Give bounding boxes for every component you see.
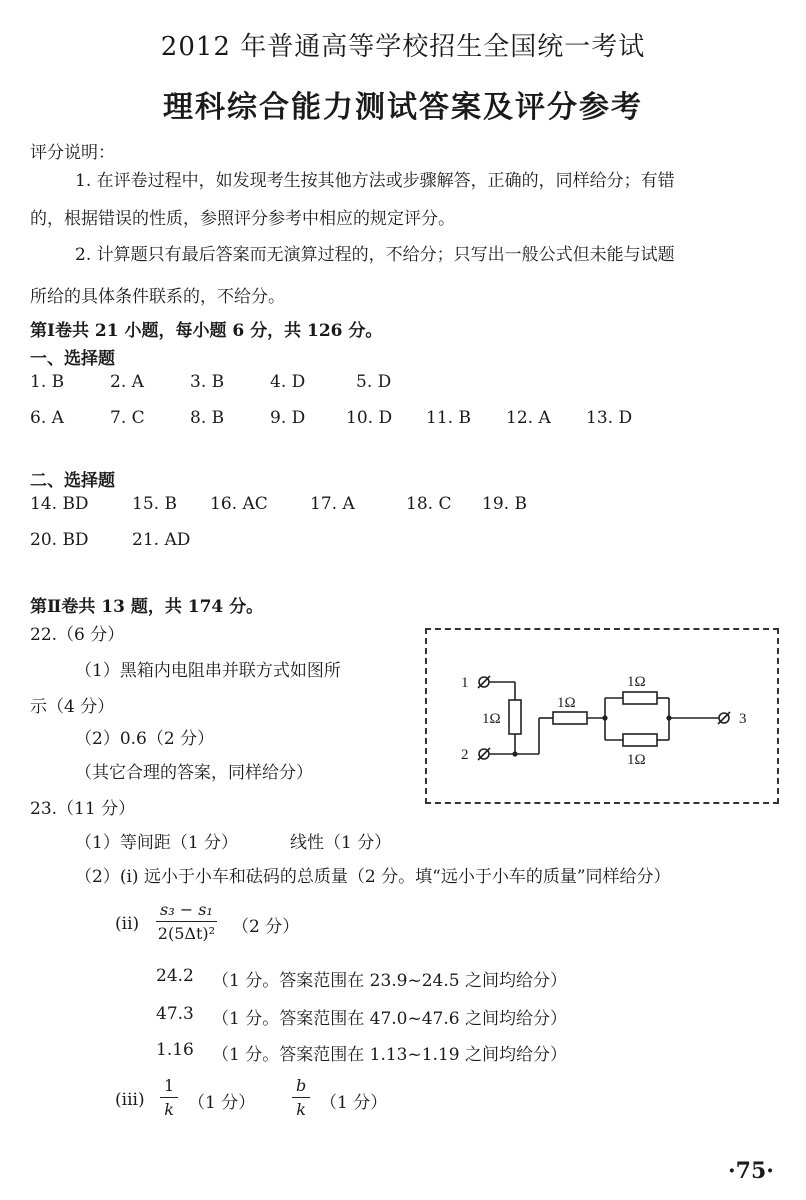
q23-ii-score: （2 分） xyxy=(232,917,300,937)
q23-line1b: 线性（1 分） xyxy=(290,833,392,853)
answer-item: 19. B xyxy=(482,494,527,514)
resistor-bottom-icon xyxy=(623,734,657,746)
notes-item2-line1: 2. 计算题只有最后答案而无演算过程的，不给分；只写出一般公式但未能与试题 xyxy=(75,245,675,265)
answer-item: 20. BD xyxy=(30,530,89,550)
q23-value-2-note: （1 分。答案范围在 47.0~47.6 之间均给分） xyxy=(212,1009,567,1029)
q22-line1: （1）黑箱内电阻串并联方式如图所 xyxy=(75,661,341,681)
answer-item: 10. D xyxy=(346,408,393,428)
q23-value-1: 24.2 xyxy=(156,966,194,986)
q22-line4: （其它合理的答案，同样给分） xyxy=(75,763,313,783)
page-number: ·75· xyxy=(728,1158,774,1184)
terminal-3-label: 3 xyxy=(739,711,747,727)
q23-value-1-note: （1 分。答案范围在 23.9~24.5 之间均给分） xyxy=(212,971,567,991)
document-subtitle: 理科综合能力测试答案及评分参考 xyxy=(163,90,643,125)
notes-heading: 评分说明： xyxy=(30,143,115,163)
resistor-left-label: 1Ω xyxy=(482,711,501,727)
terminal-1-label: 1 xyxy=(461,675,469,691)
answer-item: 1. B xyxy=(30,372,65,392)
q23-iii-score-1: （1 分） xyxy=(188,1093,256,1113)
q23-ii-label: (ii) xyxy=(115,914,140,934)
answer-item: 3. B xyxy=(190,372,225,392)
q23-iii-f2-numerator: b xyxy=(292,1076,310,1098)
resistor-left-icon xyxy=(509,700,521,734)
q22-line2: 示（4 分） xyxy=(30,697,115,717)
q23-iii-fraction-1 xyxy=(160,1076,178,1119)
section2-heading: 二、选择题 xyxy=(30,471,115,491)
answer-item: 13. D xyxy=(586,408,633,428)
resistor-series-icon xyxy=(553,712,587,724)
notes-item1-line1: 1. 在评卷过程中，如发现考生按其他方法或步骤解答，正确的，同样给分；有错 xyxy=(75,171,675,191)
resistor-top-label: 1Ω xyxy=(627,674,646,690)
q23-iii-label: (iii) xyxy=(115,1090,145,1110)
q23-iii-f2-denominator: k xyxy=(296,1100,306,1119)
answer-item: 9. D xyxy=(270,408,306,428)
answer-item: 21. AD xyxy=(132,530,191,550)
resistor-top-icon xyxy=(623,692,657,704)
resistor-series-label: 1Ω xyxy=(557,695,576,711)
answer-item: 11. B xyxy=(426,408,471,428)
q23-value-2: 47.3 xyxy=(156,1004,194,1024)
answer-item: 15. B xyxy=(132,494,177,514)
q23-iii-score-2: （1 分） xyxy=(320,1093,388,1113)
q23-line2: （2）(i) 远小于小车和砝码的总质量（2 分。填“远小于小车的质量”同样给分） xyxy=(75,867,671,887)
q23-ii-numerator: s₃ − s₁ xyxy=(156,900,217,922)
answer-item: 6. A xyxy=(30,408,64,428)
circuit-diagram-box xyxy=(425,628,779,804)
section1-heading: 一、选择题 xyxy=(30,349,115,369)
q22-line3: （2）0.6（2 分） xyxy=(75,729,215,749)
q23-value-3-note: （1 分。答案范围在 1.13~1.19 之间均给分） xyxy=(212,1045,567,1065)
q23-value-3: 1.16 xyxy=(156,1040,194,1060)
q23-iii-fraction-2 xyxy=(292,1076,310,1119)
q23-head: 23.（11 分） xyxy=(30,799,136,819)
answer-item: 16. AC xyxy=(210,494,268,514)
resistor-bottom-label: 1Ω xyxy=(627,752,646,768)
answer-item: 17. A xyxy=(310,494,355,514)
notes-item2-line2: 所给的具体条件联系的，不给分。 xyxy=(30,287,285,307)
notes-item1-line2: 的，根据错误的性质，参照评分参考中相应的规定评分。 xyxy=(30,209,455,229)
part2-summary: 第Ⅱ卷共 13 题，共 174 分。 xyxy=(30,597,264,617)
answer-item: 8. B xyxy=(190,408,225,428)
answer-item: 2. A xyxy=(110,372,144,392)
q23-iii-f1-numerator: 1 xyxy=(160,1076,178,1098)
answer-item: 5. D xyxy=(356,372,392,392)
answer-item: 14. BD xyxy=(30,494,89,514)
q23-iii-f1-denominator: k xyxy=(164,1100,174,1119)
answer-item: 7. C xyxy=(110,408,145,428)
terminal-2-label: 2 xyxy=(461,747,469,763)
q22-head: 22.（6 分） xyxy=(30,625,125,645)
answer-item: 12. A xyxy=(506,408,551,428)
answer-item: 18. C xyxy=(406,494,452,514)
q23-ii-fraction xyxy=(156,900,217,943)
q23-ii-denominator: 2(5Δt)² xyxy=(157,924,216,943)
answer-item: 4. D xyxy=(270,372,306,392)
part1-summary: 第Ⅰ卷共 21 小题，每小题 6 分，共 126 分。 xyxy=(30,321,383,341)
circuit-diagram xyxy=(427,630,777,802)
document-title: 2012 年普通高等学校招生全国统一考试 xyxy=(160,32,646,62)
q23-line1a: （1）等间距（1 分） xyxy=(75,833,239,853)
